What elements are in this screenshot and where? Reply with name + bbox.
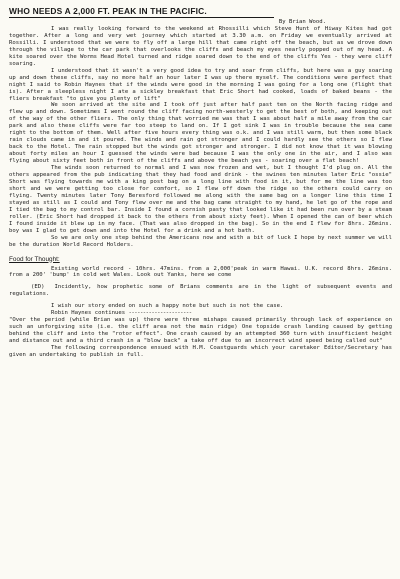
editor-label: (ED) bbox=[31, 284, 45, 291]
paragraph-5: So we are only one step behind the Americans now and with a bit of luck I hope by next summer we will be the duration World Record Holders. bbox=[9, 234, 392, 248]
paragraph-4: The winds soon returned to normal and I was now frozen and wet, but I thought I'd plug on. All the others appeared from the pub indicating that they had food and drink - the swines ten minutes later Eric "ossie" Short was flying towards me with a king post bag on a long line with food in it, but for me the line was too short and we were getting too close for comfort, so I flew off down the ridge so the others could carry on flying. Twenty minutes later Tony Beresford followed me along with the same bag on a longer line this time I stayed as still as I could and Tony flew over me and the bag came straight to my hand, he let go of the rope and I tied the bag to my control bar. Inside I found a cornish pasty that looked like it had been run over by a steam roller. (Eric Short had dropped it back to the others from about sixty feet). When I opened the can of beer which I found inside it blew up in my face. (That was also dropped in the bag). So in the end I flew for 8hrs. 26mins. boy was I glad to get down and into the Hotel for a drink and a hot bath. bbox=[9, 165, 392, 234]
editor-note bbox=[9, 284, 392, 298]
paragraph-1: I was really looking forward to the weekend at Rhossilli which Steve Hunt of Hiway Kites had got together. After a long and very wet journey which started at 3.30 a.m. on Friday we eventually arrived at Rossilli. I understood that we were to fly off a large hill that came right off the beach, but as we drove down through the village to the car park that overlooks the cliffs and beach my eyes nearly popped out of my head. A kite soared over the Worms Head Hotel turned and ridge soared down to the end of the cliffs Yes - they were cliff soaring. bbox=[9, 26, 392, 67]
editor-note-text: Incidently, how prophetic some of Brians comments are in the light of subsequent events and regulations. bbox=[9, 284, 392, 298]
ending-note: I wish our story ended on such a happy note but such is not the case. bbox=[51, 303, 284, 310]
food-for-thought-text: Existing world record - 10hrs. 47mins. from a 2,000'peak in warm Hawai. U.K. record 8hrs. 26mins. from a 200' 'bump' in cold wet Wales. Look out Yanks, here we come bbox=[9, 265, 392, 279]
food-for-thought-heading: Food for Thought: bbox=[9, 255, 60, 263]
continues-label: Robin Haynes continues bbox=[51, 310, 126, 317]
closing-paragraph: The following correspondence ensued with H.M. Coastguards which your caretaker Editor/Secretary has given an undertaking to publish in full. bbox=[9, 345, 392, 358]
paragraph-2: I understood that it wasn't a very good idea to try and soar from cliffs, but here was a guy soaring up and down these cliffs, say no more half an hour later I was up there myself. The conditions were perfect that night I said to Robin Haynes that if the winds were good in the morning I was going for a long one (flight that is). After a sleepless night I ate a sickley breakfast that Eric Short had cooked, loads of baked beans - the fliers breakfast "to give you plenty of lift" bbox=[9, 67, 392, 102]
paragraph-3: We soon arrived at the site and I took off just after half past ten on the North facing ridge and flew up and down. Sometimes I went round the cliff facing north-westerly to get the best of both, and keeping out of the way of the other fliers. The only thing that worried me was that I was about half a mile away from the car park and also these cliffs were far too steep to land on. If I got sink I was in trouble because the sea came right to the bottom of them. Well after five hours every thing was o.k. and I was still warm, but then some black rain clouds came in and it poured. The winds and rain got stronger and I could hardly see the others so I flew back to the Hotel. The rain stopped but the winds got stronger and stronger. I did not know that it was blowing about forty miles an hour I guessed the winds were bad because I was the only one in the air, and I also was flying about sixty feet both in front of the cliffs and above the beach yes - soaring over a flat beach! bbox=[9, 102, 392, 165]
haynes-quote: "Over the period (while Brian was up) there were three mishaps caused primarily through lack of experience on such an unforgiving site (i.e. the cliff area not the main ridge) One topside crash landing caused by getting behind the cliff and into the "rotor effect". One crash caused by an attempted 360 turn with insufficient height and distance out and a third crash in a "blow back" a take off due to an incorrect wind speed being called out" bbox=[9, 317, 392, 345]
continues-dashes: ---------------------- bbox=[128, 310, 192, 317]
continues-line bbox=[51, 310, 392, 317]
byline: By Brian Wood. bbox=[278, 19, 326, 25]
article-title: WHO NEEDS A 2,000 FT. PEAK IN THE PACIFIC. bbox=[9, 6, 274, 18]
